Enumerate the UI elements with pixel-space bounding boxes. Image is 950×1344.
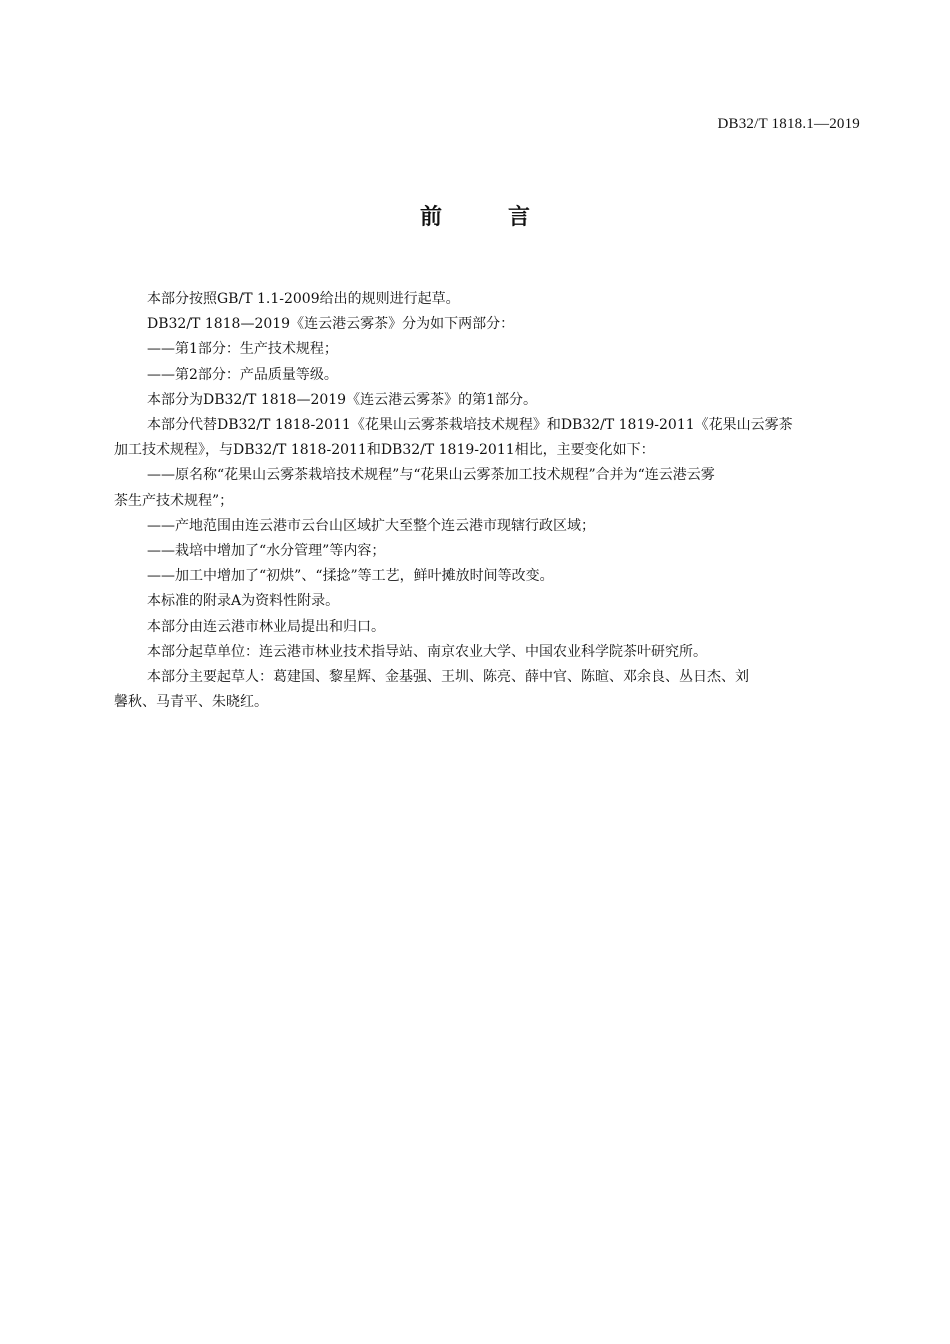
text-line: 本部分为DB32/T 1818—2019《连云港云雾茶》的第1部分。 <box>147 391 537 408</box>
paragraph-drafting-units <box>114 640 866 665</box>
list-item-part-2 <box>114 363 866 388</box>
paragraph-annex <box>114 589 866 614</box>
foreword-body <box>114 287 866 715</box>
page-title: 前言 <box>419 205 596 230</box>
list-item-change-process <box>114 564 866 589</box>
text-line: 本部分起草单位：连云港市林业技术指导站、南京农业大学、中国农业科学院茶叶研究所。 <box>147 643 707 660</box>
list-item-change-name <box>114 463 866 513</box>
text-line: 本部分按照GB/T 1.1-2009给出的规则进行起草。 <box>147 291 460 307</box>
document-code: DB32/T 1818.1—2019 <box>717 116 860 132</box>
text-line: ——第2部分：产品质量等级。 <box>147 366 338 383</box>
paragraph-replacement <box>114 413 866 463</box>
paragraph-drafting-rules <box>114 287 866 312</box>
text-line: ——加工中增加了“初烘”、“揉捻”等工艺，鲜叶摊放时间等改变。 <box>147 568 554 585</box>
text-line: 本部分由连云港市林业局提出和归口。 <box>147 618 385 635</box>
text-line: 茶生产技术规程”； <box>114 492 234 509</box>
text-line: 馨秋、马青平、朱晓红。 <box>114 694 268 711</box>
text-line: ——原名称“花果山云雾茶栽培技术规程”与“花果山云雾茶加工技术规程”合并为“连云港云雾 <box>147 467 715 484</box>
text-line: 本标准的附录A为资料性附录。 <box>147 593 340 610</box>
paragraph-parts-overview <box>114 312 866 337</box>
text-line: ——栽培中增加了“水分管理”等内容； <box>147 543 386 560</box>
list-item-change-water <box>114 539 866 564</box>
text-line: ——第1部分：生产技术规程； <box>147 341 338 358</box>
text-line: ——产地范围由连云港市云台山区域扩大至整个连云港市现辖行政区域； <box>147 517 595 534</box>
list-item-change-region <box>114 514 866 539</box>
text-line: 本部分主要起草人：葛建国、黎星辉、金基强、王圳、陈亮、薛中官、陈暄、邓余良、丛日杰、刘 <box>147 669 749 686</box>
paragraph-proposer <box>114 615 866 640</box>
paragraph-this-part <box>114 388 866 413</box>
paragraph-drafters <box>114 665 866 715</box>
text-line: 加工技术规程》，与DB32/T 1818-2011和DB32/T 1819-2011相比，主要变化如下： <box>114 442 655 459</box>
text-line: 本部分代替DB32/T 1818-2011《花果山云雾茶栽培技术规程》和DB32/T 1819-2011《花果山云雾茶 <box>147 417 793 434</box>
text-line: DB32/T 1818—2019《连云港云雾茶》分为如下两部分： <box>147 316 515 333</box>
list-item-part-1 <box>114 337 866 362</box>
